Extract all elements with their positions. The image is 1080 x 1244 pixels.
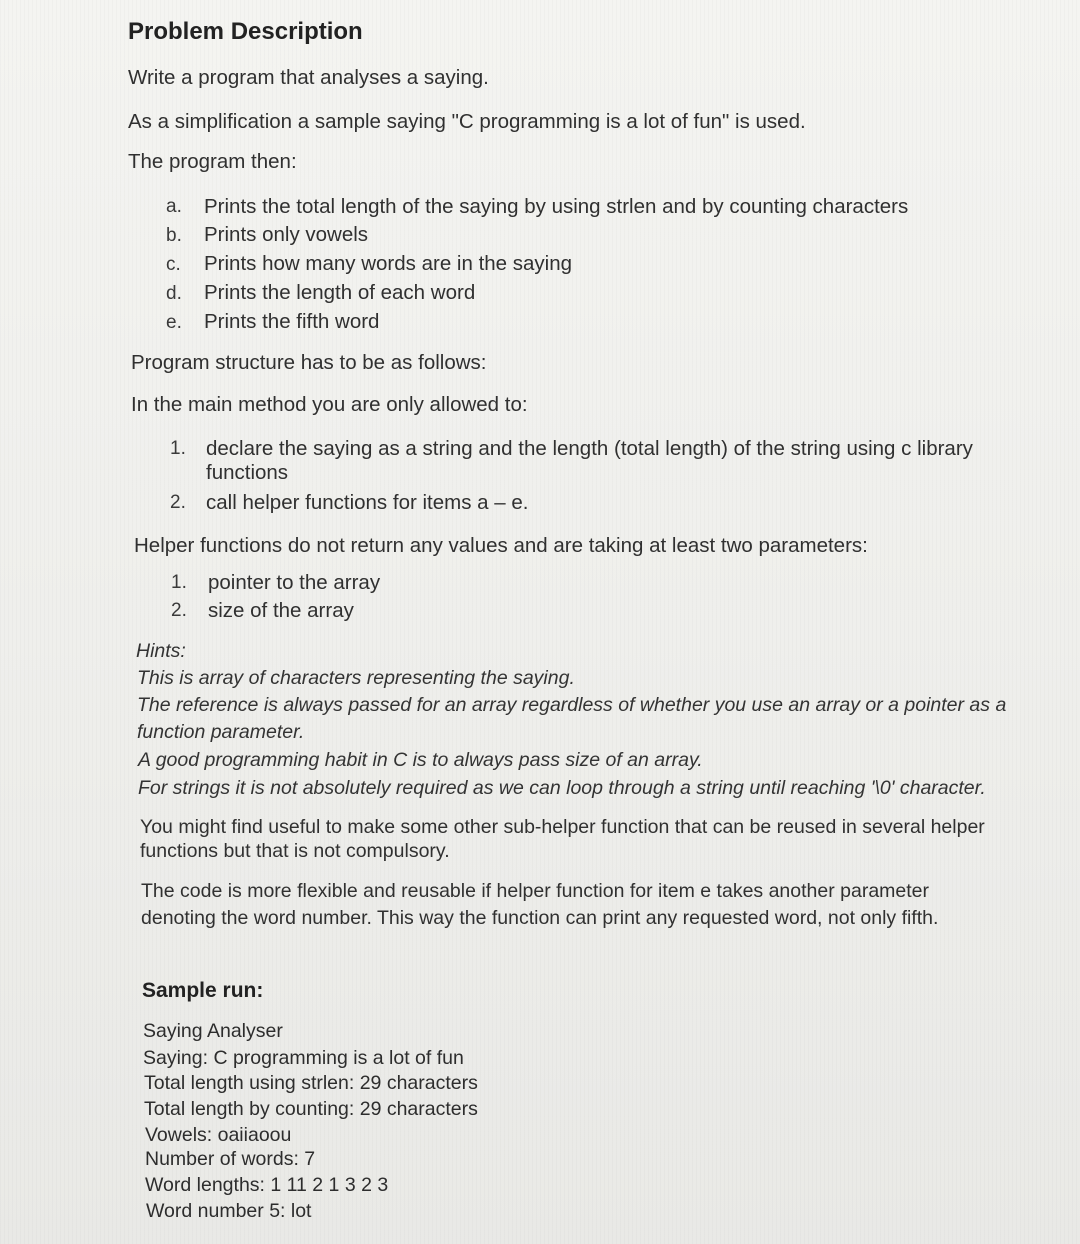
task-marker: a. (166, 196, 182, 217)
helper-item: pointer to the array (208, 571, 381, 594)
task-item: Prints the length of each word (204, 281, 476, 304)
sample-output-line: Total length by counting: 29 characters (144, 1098, 478, 1120)
main-item-2: call helper functions for items a – e. (206, 491, 529, 514)
hint-line: The reference is always passed for an array regardless of whether you use an array or a pointer as a (137, 694, 1007, 716)
helper-heading: Helper functions do not return any values and are taking at least two parameters: (134, 534, 868, 557)
note-2-line-2: denoting the word number. This way the function can print any requested word, not only fifth. (141, 907, 939, 929)
task-marker: d. (166, 283, 182, 304)
task-marker: e. (166, 312, 182, 333)
sample-output-line: Word lengths: 1 11 2 1 3 2 3 (145, 1174, 389, 1196)
sample-output-line: Total length using strlen: 29 characters (144, 1072, 478, 1094)
sample-output-line: Number of words: 7 (145, 1148, 316, 1170)
task-marker: c. (166, 254, 181, 275)
sample-output-line: Vowels: oaiiaoou (145, 1124, 292, 1146)
main-item-marker: 2. (170, 492, 186, 513)
hint-line: This is array of characters representing the saying. (137, 667, 575, 689)
sample-output-line: Saying Analyser (143, 1020, 283, 1042)
main-item-marker: 1. (170, 438, 186, 459)
hint-line: function parameter. (137, 721, 305, 743)
main-heading: In the main method you are only allowed to: (131, 393, 528, 416)
intro-line-2: As a simplification a sample saying "C programming is a lot of fun" is used. (128, 110, 806, 133)
hint-line: For strings it is not absolutely required as we can loop through a string until reaching '\0' character. (138, 777, 986, 799)
task-item: Prints only vowels (204, 223, 369, 246)
hints-label: Hints: (136, 640, 186, 662)
helper-item: size of the array (208, 599, 354, 622)
sample-output-line: Word number 5: lot (146, 1200, 312, 1222)
note-1-line-1: You might find useful to make some other sub-helper function that can be reused in several helper (140, 816, 985, 838)
helper-item-marker: 1. (171, 572, 187, 593)
main-item-1-line-1: declare the saying as a string and the length (total length) of the string using c library (206, 437, 973, 460)
page-title: Problem Description (128, 18, 363, 45)
task-item: Prints how many words are in the saying (204, 252, 573, 275)
task-item: Prints the total length of the saying by using strlen and by counting characters (204, 195, 909, 218)
intro-line-3: The program then: (128, 150, 297, 173)
note-1-line-2: functions but that is not compulsory. (140, 840, 450, 862)
hint-line: A good programming habit in C is to always pass size of an array. (138, 749, 703, 771)
task-marker: b. (166, 225, 182, 246)
structure-heading: Program structure has to be as follows: (131, 351, 487, 374)
main-item-1-line-2: functions (206, 461, 289, 484)
helper-item-marker: 2. (171, 600, 187, 621)
task-item: Prints the fifth word (204, 310, 380, 333)
sample-run-heading: Sample run: (142, 979, 264, 1002)
intro-line-1: Write a program that analyses a saying. (128, 66, 489, 89)
note-2-line-1: The code is more flexible and reusable if helper function for item e takes another parameter (141, 880, 930, 902)
sample-output-line: Saying: C programming is a lot of fun (143, 1047, 464, 1069)
